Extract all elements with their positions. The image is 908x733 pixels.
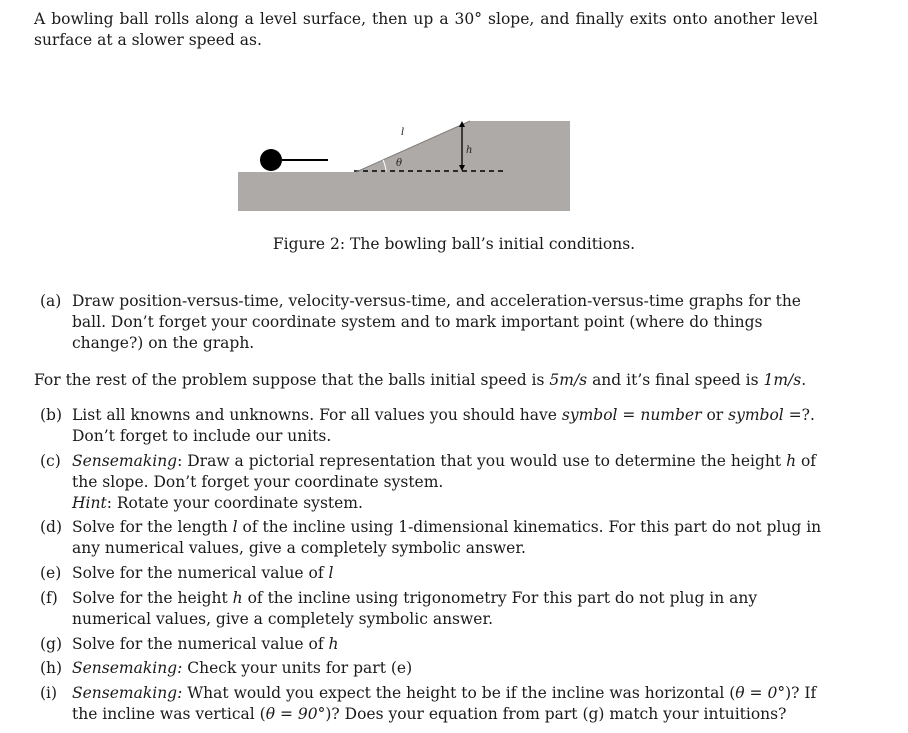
question-text: Solve for the numerical value of l bbox=[72, 564, 334, 582]
incline-figure bbox=[236, 113, 572, 215]
question-label: (d) bbox=[40, 518, 63, 536]
question-label: (c) bbox=[40, 452, 61, 470]
question-text: Draw position-versus-time, velocity-versus-time, and acceleration-versus-time graphs for the ball. Don’t forget your coordinate system and to mark important point (where do things change?) on the graph. bbox=[72, 292, 801, 352]
question-text: Solve for the numerical value of h bbox=[72, 635, 339, 653]
question-label: (a) bbox=[40, 292, 62, 310]
question-text: Solve for the height h of the incline using trigonometry For this part do not plug in any numerical values, give a completely symbolic answer. bbox=[72, 589, 758, 628]
label-h: h bbox=[466, 145, 473, 156]
question-label: (f) bbox=[40, 589, 58, 607]
initial-speed: 5m/s bbox=[549, 371, 588, 389]
label-l: l bbox=[401, 127, 405, 138]
bowling-ball bbox=[260, 149, 282, 171]
question-text: Sensemaking: Check your units for part (e) bbox=[72, 659, 413, 677]
question-label: (b) bbox=[40, 406, 63, 424]
slope-arrowhead-bottom bbox=[357, 161, 366, 168]
figure-caption: Figure 2: The bowling ball’s initial conditions. bbox=[272, 235, 636, 253]
question-text: List all knowns and unknowns. For all values you should have symbol = number or symbol =?. Don’t forget to include our units. bbox=[72, 406, 815, 445]
question-label: (i) bbox=[40, 684, 58, 702]
question-label: (g) bbox=[40, 635, 63, 653]
label-theta: θ bbox=[396, 158, 403, 169]
question-text: Solve for the length l of the incline using 1-dimensional kinematics. For this part do not plug in any numerical values, give a completely symbolic answer. bbox=[72, 518, 822, 557]
question-label: (h) bbox=[40, 659, 63, 677]
slope-arrowhead-top bbox=[456, 117, 465, 124]
problem-intro: A bowling ball rolls along a level surface, then up a 30° slope, and finally exits onto another level surface at a slower speed as. bbox=[34, 10, 818, 49]
question-text: Sensemaking: What would you expect the height to be if the incline was horizontal (θ = 0°)? If the incline was vertical (θ = 90°)? Does your equation from part (g) match your intuitions? bbox=[72, 684, 817, 723]
question-text: Sensemaking: Draw a pictorial representation that you would use to determine the height h of the slope. Don’t forget your coordinate system. Hint: Rotate your coordinate system. bbox=[72, 452, 817, 512]
assumption-paragraph: For the rest of the problem suppose that the balls initial speed is 5m/s and it’s final speed is 1m/s. bbox=[34, 371, 807, 389]
final-speed: 1m/s bbox=[763, 371, 802, 389]
question-label: (e) bbox=[40, 564, 62, 582]
